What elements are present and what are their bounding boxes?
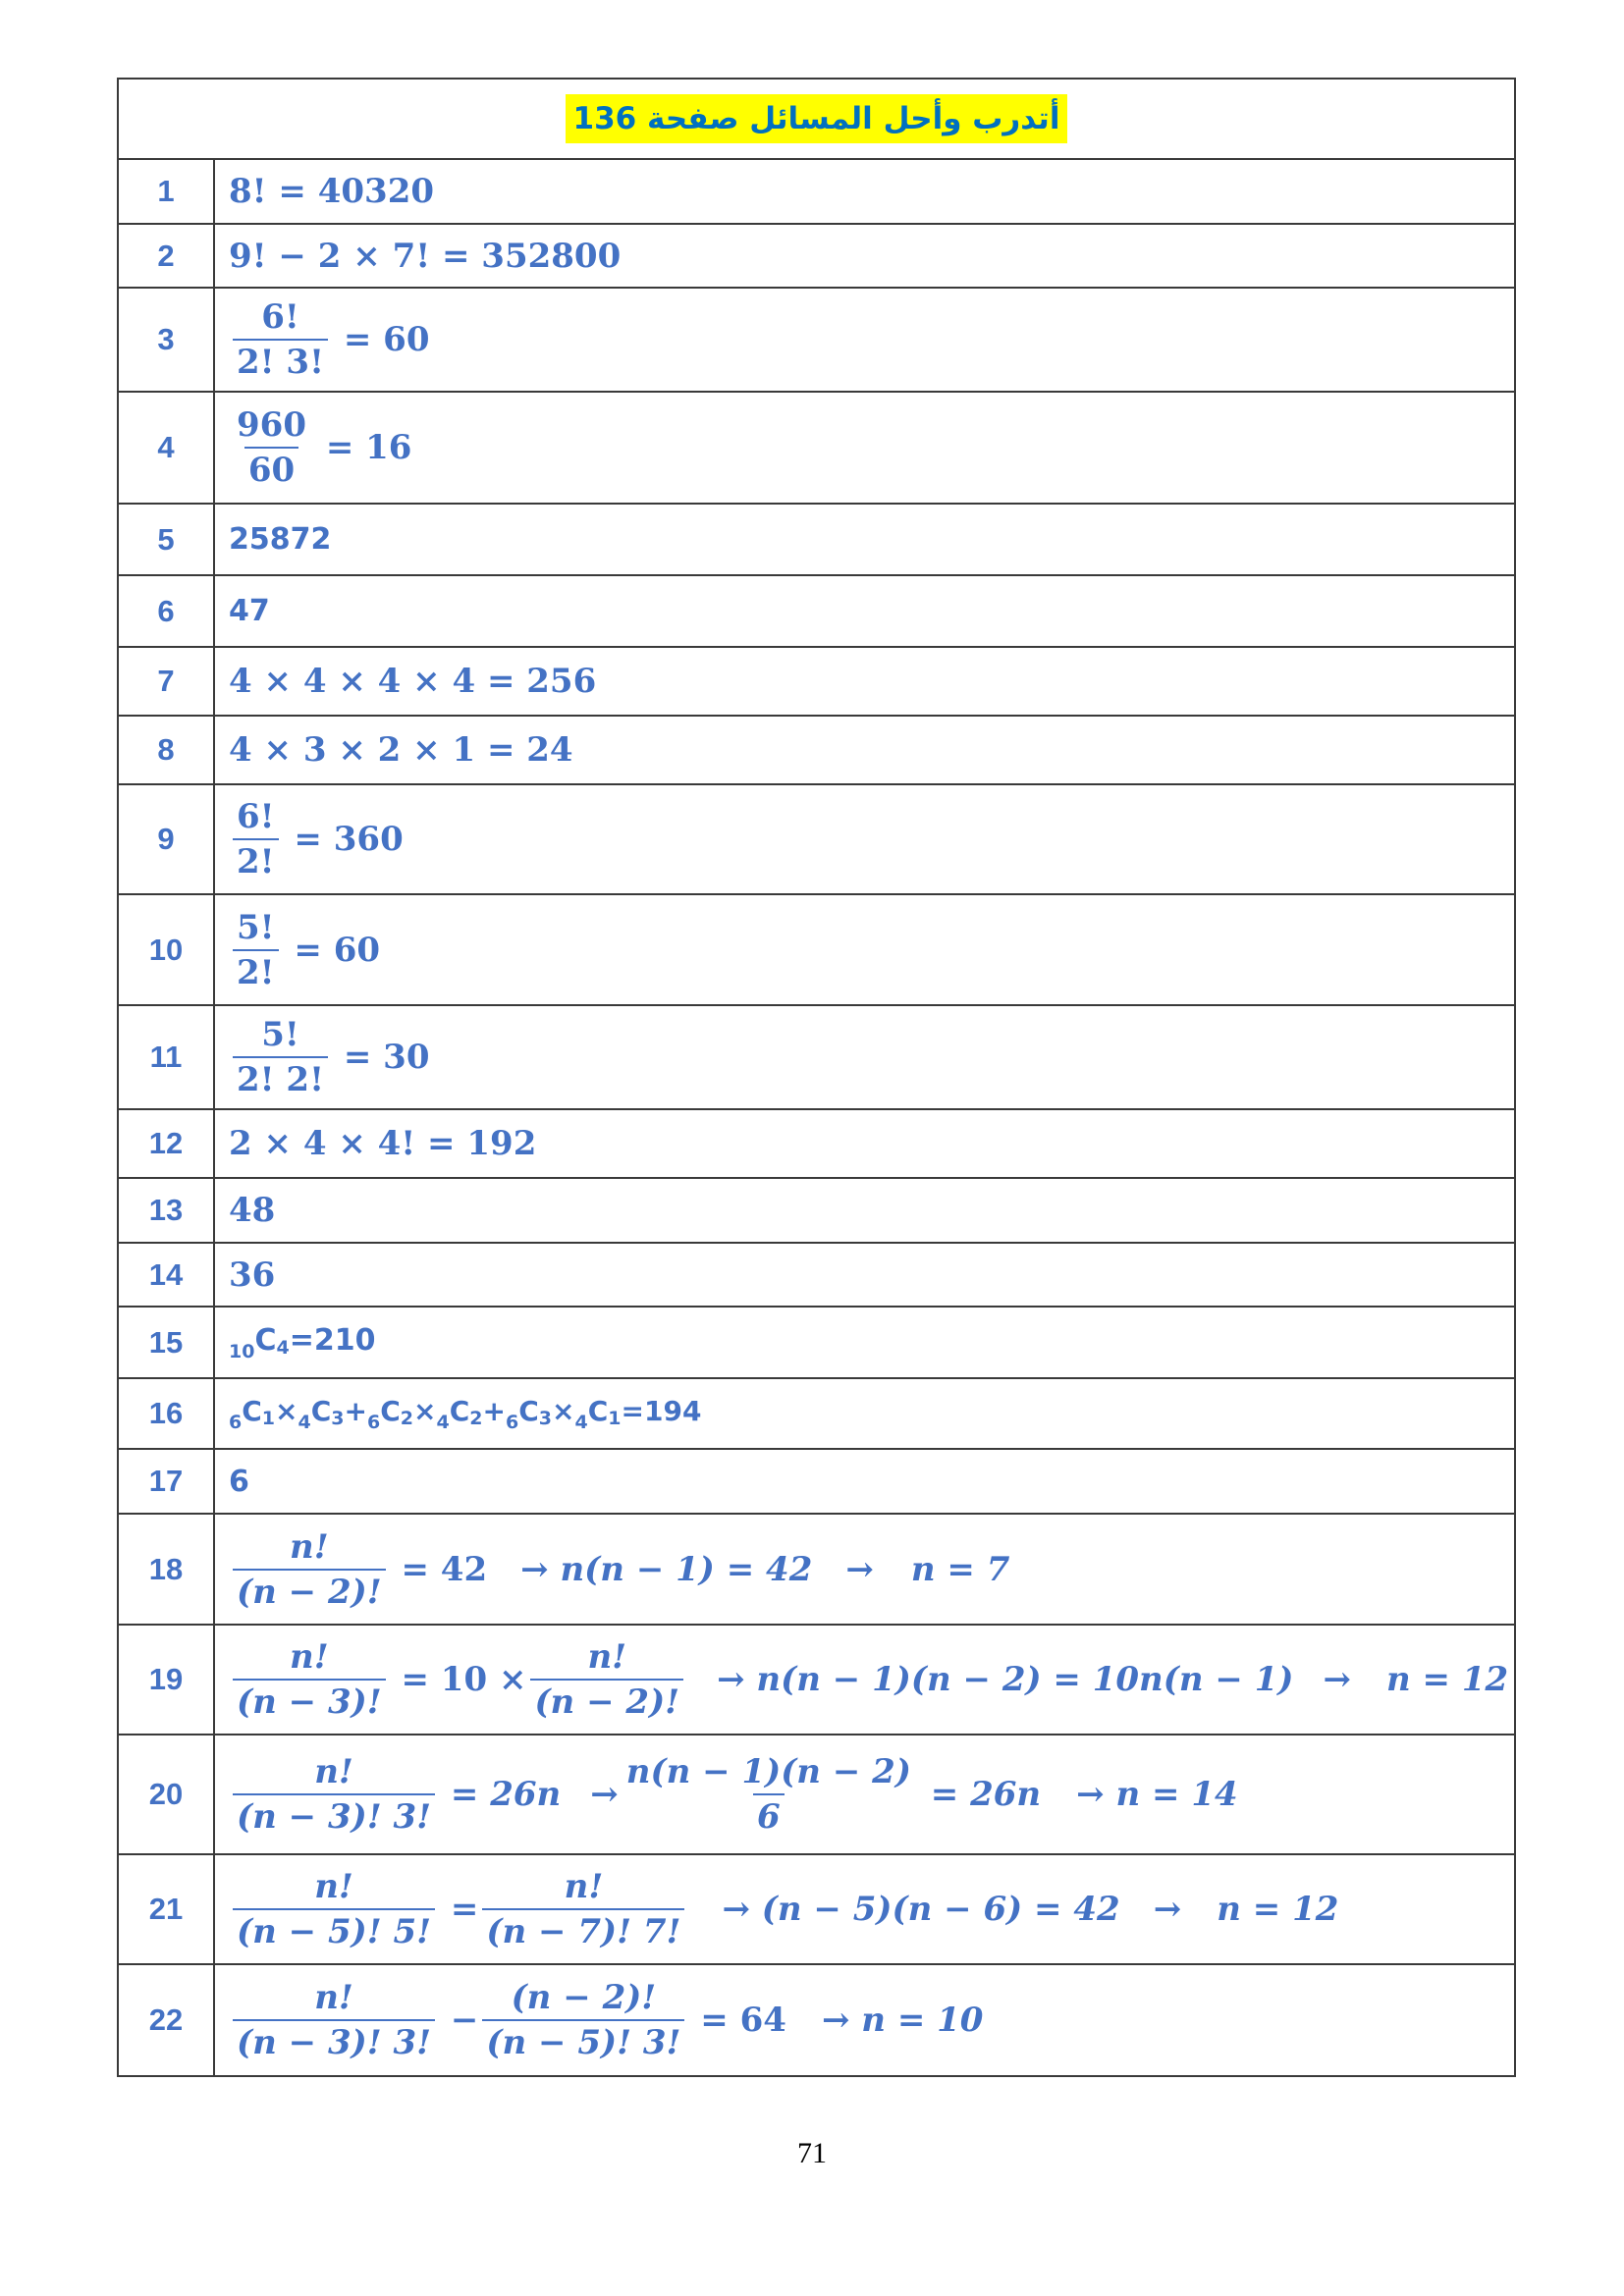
row-number: 20 — [118, 1735, 214, 1854]
operator: × — [552, 1394, 575, 1427]
answer-cell — [214, 1625, 1515, 1735]
table-row — [118, 224, 1515, 288]
numerator: 5! — [261, 1015, 299, 1054]
table-row — [118, 575, 1515, 647]
fraction — [482, 1867, 684, 1951]
prefix-subscript: 4 — [574, 1411, 588, 1433]
numerator: 960 — [237, 405, 306, 445]
table-row — [118, 894, 1515, 1005]
combination-symbol: C — [242, 1394, 262, 1427]
prefix-subscript: 6 — [367, 1411, 381, 1433]
table-row — [118, 1854, 1515, 1964]
subscript: 4 — [276, 1336, 290, 1359]
table-row — [118, 784, 1515, 894]
answer-text: n = 12 — [1217, 1890, 1339, 1929]
answer-cell — [214, 1378, 1515, 1449]
row-number: 13 — [118, 1178, 214, 1243]
operator: + — [482, 1394, 506, 1427]
answer-text: =194 — [621, 1394, 702, 1427]
row-number: 5 — [118, 504, 214, 575]
fraction — [482, 1978, 684, 2062]
operator: × — [275, 1394, 298, 1427]
subscript: 2 — [469, 1407, 483, 1429]
row-number: 4 — [118, 392, 214, 504]
row-number: 8 — [118, 716, 214, 784]
arrow: → — [1323, 1660, 1351, 1699]
denominator: 2! 3! — [233, 339, 328, 382]
row-number: 3 — [118, 288, 214, 392]
numerator: n! — [314, 1867, 353, 1906]
header-row — [118, 79, 1515, 159]
answer-text: → n(n − 1) = 42 — [520, 1549, 813, 1589]
row-number: 6 — [118, 575, 214, 647]
page-number: 71 — [797, 2137, 827, 2169]
denominator: 60 — [244, 447, 298, 490]
denominator: 2! — [233, 838, 279, 881]
answer-text: 6 — [229, 1464, 249, 1499]
numerator: n! — [289, 1637, 329, 1677]
row-number: 15 — [118, 1307, 214, 1378]
answer-cell — [214, 1964, 1515, 2076]
denominator: (n − 7)! 7! — [482, 1908, 684, 1951]
answer-text: = 42 — [389, 1549, 488, 1589]
numerator: 6! — [261, 297, 299, 337]
denominator: 6 — [753, 1793, 785, 1837]
table-row — [118, 1243, 1515, 1307]
row-number: 18 — [118, 1514, 214, 1625]
subscript: 1 — [608, 1407, 622, 1429]
fraction — [233, 1867, 435, 1951]
arrow: → — [1153, 1890, 1182, 1929]
answer-text: = 60 — [332, 320, 430, 359]
fraction — [233, 1637, 386, 1722]
answer-cell — [214, 784, 1515, 894]
answer-text: − — [439, 2001, 479, 2040]
denominator: (n − 3)! 3! — [233, 1793, 435, 1837]
arrow: → — [590, 1775, 619, 1814]
answer-cell — [214, 1005, 1515, 1109]
numerator: n(n − 1)(n − 2) — [625, 1752, 911, 1791]
page-title: أتدرب وأحل المسائل صفحة 136 — [566, 94, 1068, 143]
answer-text: =210 — [289, 1322, 376, 1358]
fraction — [623, 1752, 915, 1837]
answer-text: = 26n — [918, 1775, 1042, 1814]
fraction — [233, 1527, 386, 1612]
answer-cell — [214, 1854, 1515, 1964]
subscript: 3 — [538, 1407, 553, 1429]
row-number: 21 — [118, 1854, 214, 1964]
combination-symbol: C — [310, 1394, 332, 1427]
answer-text: 8! = 40320 — [229, 172, 435, 211]
fraction — [530, 1637, 683, 1722]
prefix-subscript: 6 — [229, 1411, 243, 1433]
answer-text: n = 7 — [910, 1549, 1010, 1589]
numerator: 5! — [237, 907, 275, 947]
table-row — [118, 1109, 1515, 1178]
row-number: 10 — [118, 894, 214, 1005]
table-row — [118, 504, 1515, 575]
answer-text: 9! − 2 × 7! = 352800 — [229, 236, 622, 276]
row-number: 17 — [118, 1449, 214, 1514]
row-number: 11 — [118, 1005, 214, 1109]
answer-text: → (n − 5)(n − 6) = 42 — [722, 1890, 1120, 1929]
answers-table — [117, 78, 1516, 2077]
answer-text: = 360 — [282, 820, 404, 859]
table-row — [118, 1735, 1515, 1854]
operator: + — [344, 1394, 367, 1427]
table-row — [118, 1378, 1515, 1449]
denominator: (n − 2)! — [530, 1679, 683, 1722]
answer-cell — [214, 1735, 1515, 1854]
prefix-subscript: 4 — [436, 1411, 450, 1433]
answer-text: → n = 14 — [1076, 1775, 1238, 1814]
row-number: 22 — [118, 1964, 214, 2076]
prefix-subscript: 10 — [229, 1340, 255, 1362]
answer-cell — [214, 894, 1515, 1005]
answer-text: → n = 10 — [821, 2001, 984, 2040]
row-number: 14 — [118, 1243, 214, 1307]
table-row — [118, 1449, 1515, 1514]
row-number: 1 — [118, 159, 214, 224]
arrow: → — [845, 1549, 874, 1589]
answer-text: 2 × 4 × 4! = 192 — [229, 1124, 537, 1163]
fraction — [233, 908, 279, 992]
table-row — [118, 392, 1515, 504]
table-row — [118, 647, 1515, 716]
fraction — [233, 1978, 435, 2062]
answer-text: 47 — [229, 594, 270, 628]
combination-symbol: C — [518, 1394, 539, 1427]
answer-text: = 60 — [282, 930, 381, 970]
numerator: n! — [587, 1637, 627, 1677]
answer-text: 36 — [229, 1255, 276, 1295]
answer-cell — [214, 159, 1515, 224]
table-row — [118, 1178, 1515, 1243]
denominator: (n − 5)! 3! — [482, 2019, 684, 2062]
denominator: 2! 2! — [233, 1056, 328, 1099]
denominator: (n − 3)! — [233, 1679, 386, 1722]
table-row — [118, 288, 1515, 392]
numerator: (n − 2)! — [511, 1978, 657, 2017]
answer-text: 4 × 3 × 2 × 1 = 24 — [229, 730, 573, 770]
answer-cell — [214, 647, 1515, 716]
subscript: 2 — [400, 1407, 414, 1429]
answer-cell — [214, 288, 1515, 392]
answer-cell — [214, 1449, 1515, 1514]
fraction — [233, 1015, 328, 1099]
numerator: n! — [289, 1526, 329, 1567]
row-number: 12 — [118, 1109, 214, 1178]
numerator: n! — [314, 1978, 353, 2017]
answer-text: = — [439, 1890, 479, 1929]
row-number: 19 — [118, 1625, 214, 1735]
combination-symbol: C — [449, 1394, 470, 1427]
answer-text: = 64 — [688, 2001, 786, 2040]
combination-symbol: C — [254, 1322, 277, 1358]
row-number: 16 — [118, 1378, 214, 1449]
answer-text: → n(n − 1)(n − 2) = 10n(n − 1) — [717, 1660, 1294, 1699]
subscript: 1 — [261, 1407, 276, 1429]
row-number: 2 — [118, 224, 214, 288]
combination-symbol: C — [587, 1394, 609, 1427]
answer-cell — [214, 392, 1515, 504]
fraction — [233, 1752, 435, 1837]
fraction — [233, 797, 279, 881]
numerator: 6! — [237, 797, 275, 836]
answer-cell — [214, 504, 1515, 575]
denominator: (n − 2)! — [233, 1569, 386, 1612]
table-row — [118, 1514, 1515, 1625]
answer-cell — [214, 1243, 1515, 1307]
row-number: 9 — [118, 784, 214, 894]
table-row — [118, 716, 1515, 784]
answer-text: = 10 × — [389, 1660, 527, 1699]
table-row — [118, 1964, 1515, 2076]
answer-cell — [214, 1307, 1515, 1378]
table-row — [118, 1307, 1515, 1378]
answer-text: = 26n — [439, 1775, 562, 1814]
prefix-subscript: 4 — [298, 1411, 311, 1433]
combination-symbol: C — [380, 1394, 401, 1427]
answer-text: 48 — [229, 1191, 276, 1230]
fraction — [233, 405, 310, 490]
operator: × — [413, 1394, 437, 1427]
answer-cell — [214, 1514, 1515, 1625]
table-row — [118, 1625, 1515, 1735]
answer-cell — [214, 1109, 1515, 1178]
numerator: n! — [314, 1752, 353, 1791]
answer-cell — [214, 716, 1515, 784]
denominator: (n − 3)! 3! — [233, 2019, 435, 2062]
denominator: 2! — [233, 949, 279, 992]
numerator: n! — [564, 1867, 604, 1906]
answer-text: 4 × 4 × 4 × 4 = 256 — [229, 662, 597, 701]
table-row — [118, 159, 1515, 224]
combination-expression — [229, 1394, 702, 1433]
prefix-subscript: 6 — [506, 1411, 519, 1433]
subscript: 3 — [331, 1407, 345, 1429]
header-cell — [118, 79, 1515, 159]
answer-text: = 16 — [313, 428, 412, 467]
answer-text: = 30 — [332, 1038, 430, 1077]
table-row — [118, 1005, 1515, 1109]
row-number: 7 — [118, 647, 214, 716]
answer-cell — [214, 575, 1515, 647]
fraction — [233, 297, 328, 382]
answer-cell — [214, 1178, 1515, 1243]
answer-cell — [214, 224, 1515, 288]
denominator: (n − 5)! 5! — [233, 1908, 435, 1951]
answer-text: n = 12 — [1385, 1660, 1509, 1699]
answer-text: 25872 — [229, 522, 332, 557]
combination-expression — [229, 1322, 376, 1362]
